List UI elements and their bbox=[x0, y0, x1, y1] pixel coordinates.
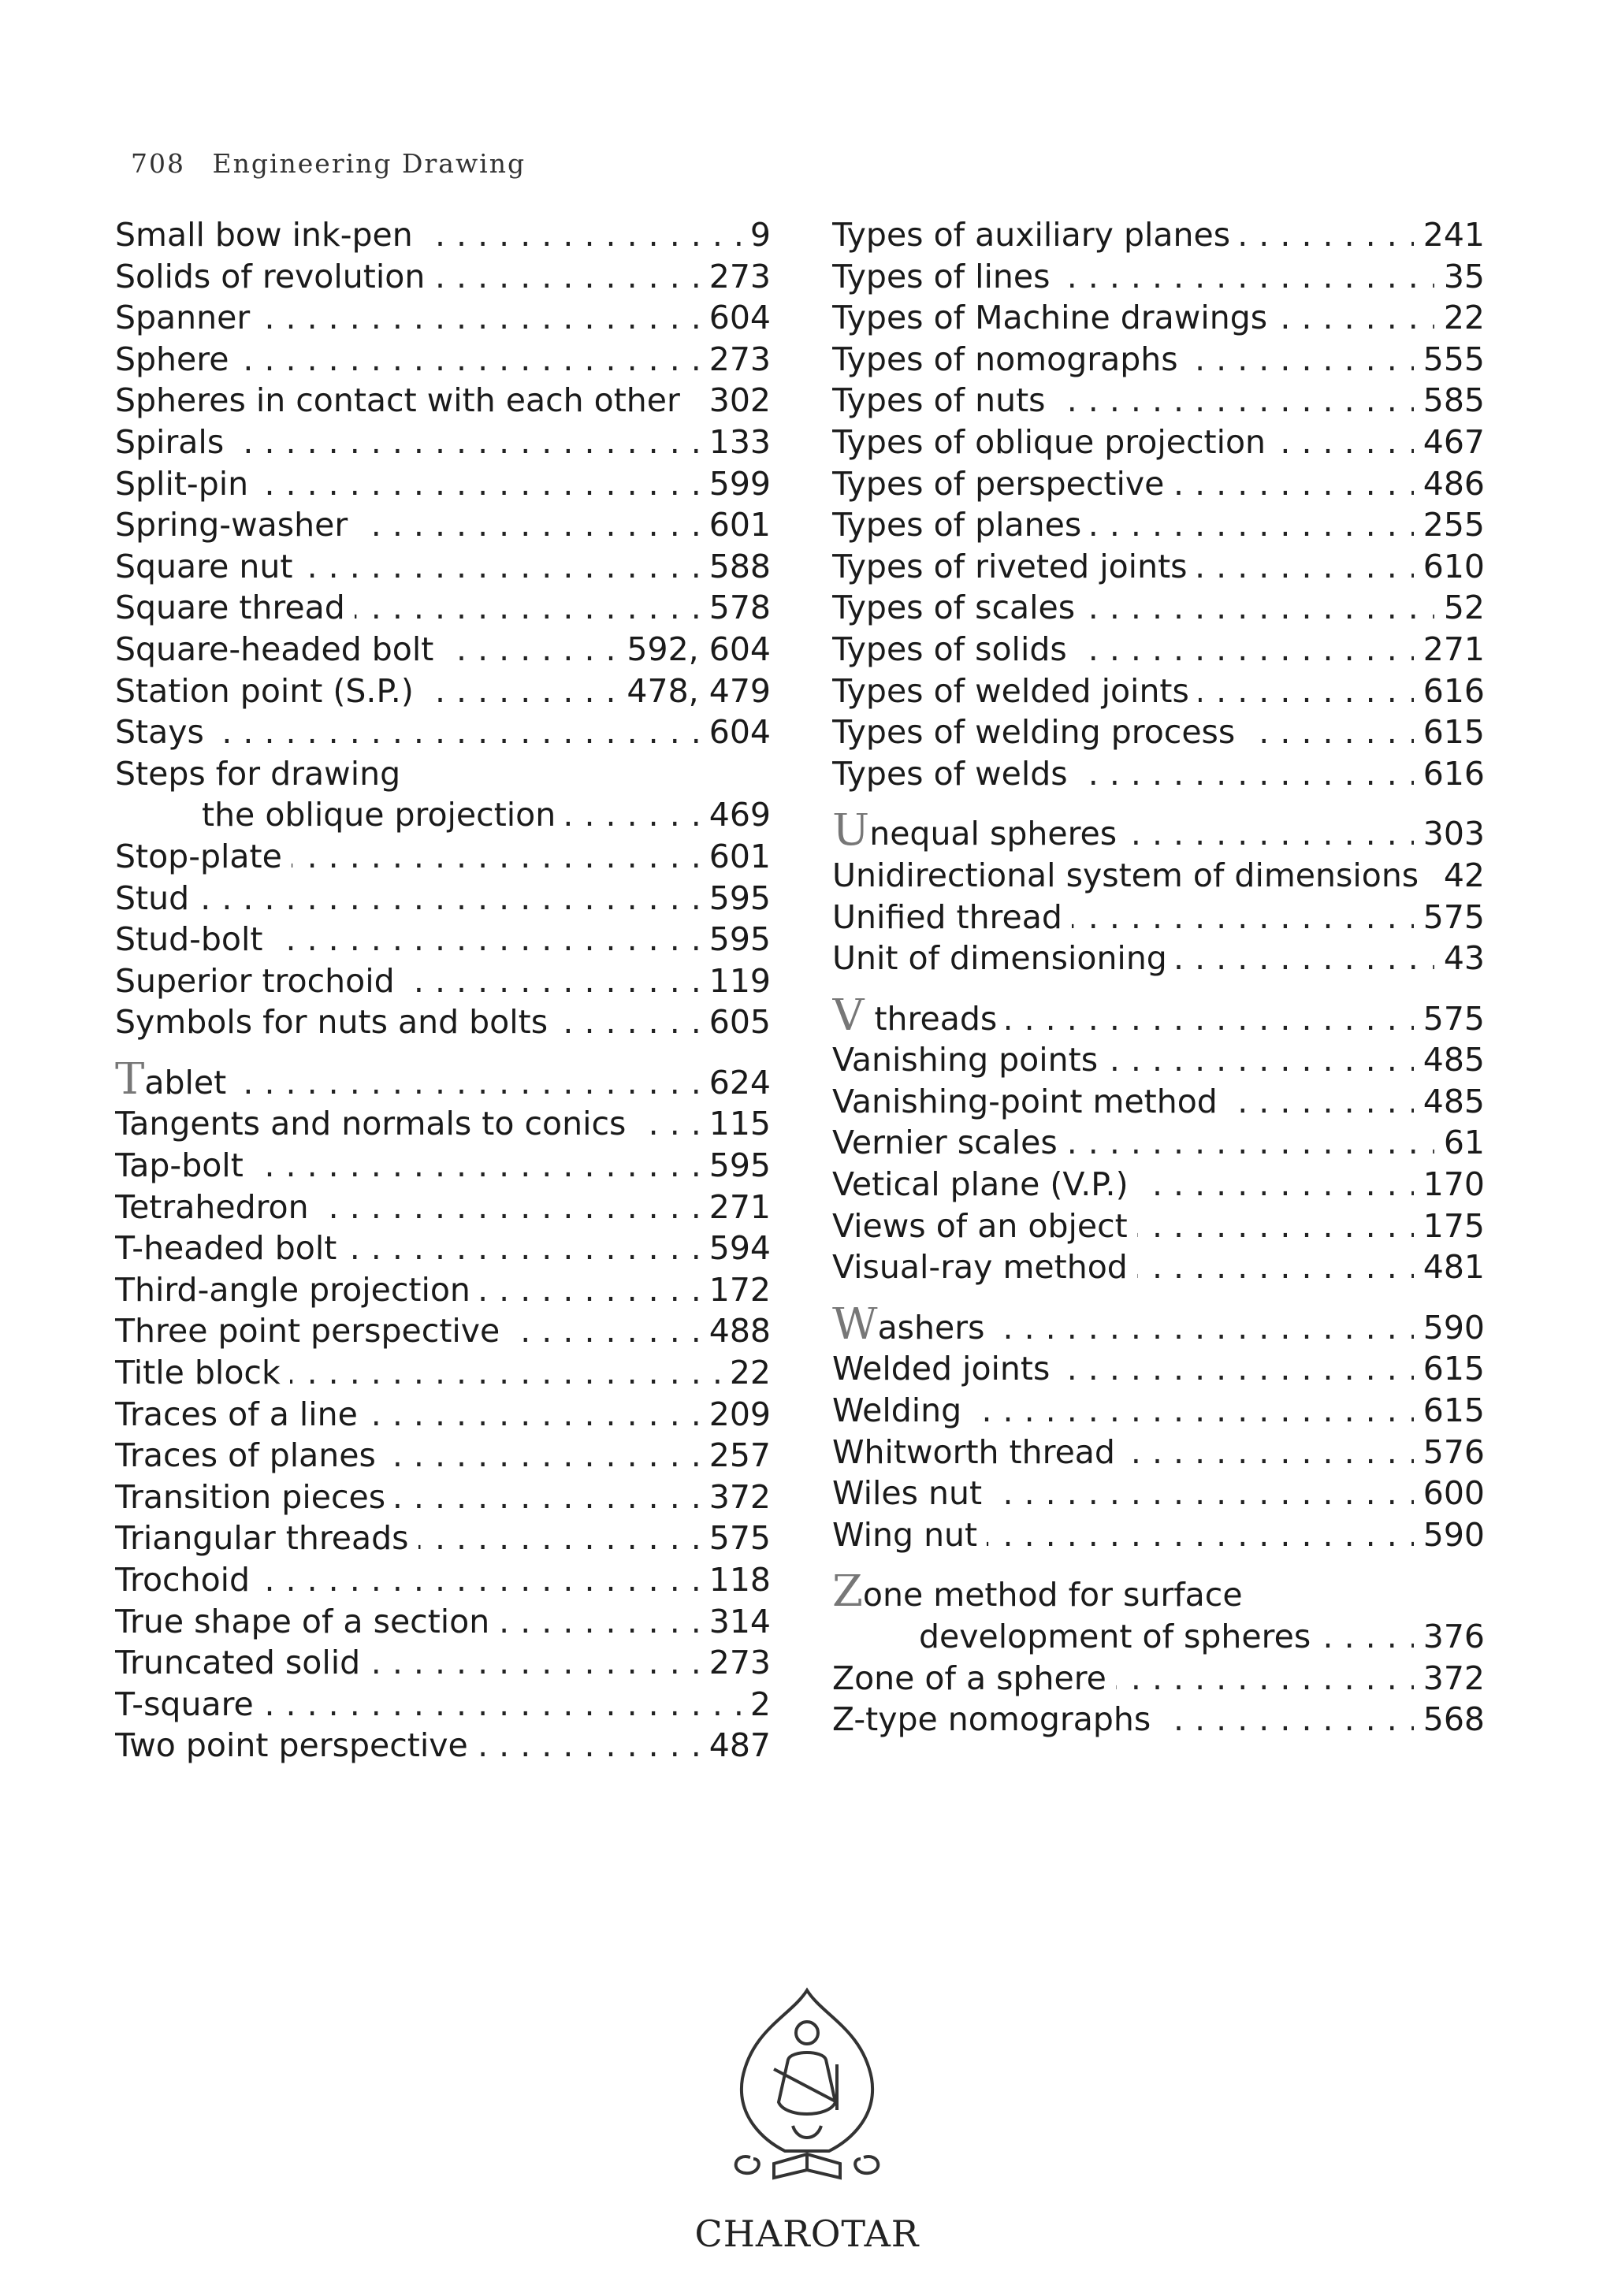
index-term-text: the oblique projection bbox=[202, 796, 556, 834]
index-term-text: Stop-plate bbox=[115, 837, 282, 875]
index-entry bbox=[832, 1081, 1485, 1123]
index-initial-letter: U bbox=[832, 813, 870, 855]
index-entry bbox=[832, 339, 1485, 381]
index-term bbox=[832, 256, 1059, 298]
index-term bbox=[115, 1394, 367, 1436]
index-term bbox=[832, 1307, 994, 1349]
index-page-ref: 590 bbox=[1414, 1514, 1485, 1556]
index-entry bbox=[115, 1477, 771, 1518]
index-entry bbox=[832, 1206, 1485, 1247]
index-initial-letter: W bbox=[832, 1306, 878, 1349]
index-entry bbox=[832, 1246, 1485, 1288]
index-column-left bbox=[115, 214, 771, 1767]
index-entry bbox=[832, 813, 1485, 855]
index-term bbox=[115, 1001, 557, 1043]
index-entry bbox=[832, 998, 1485, 1040]
index-entry bbox=[115, 1062, 771, 1104]
index-page-ref: 487 bbox=[700, 1725, 771, 1767]
index-entry bbox=[115, 1435, 771, 1477]
index-initial-letter: Z bbox=[832, 1574, 863, 1616]
index-entry bbox=[832, 629, 1485, 671]
index-entry bbox=[115, 1394, 771, 1436]
index-entry bbox=[115, 1601, 771, 1643]
index-term bbox=[115, 1103, 635, 1145]
index-term bbox=[115, 1435, 385, 1477]
index-term bbox=[115, 1601, 499, 1643]
index-term bbox=[115, 214, 422, 256]
index-page-ref: 35 bbox=[1434, 256, 1485, 298]
index-term bbox=[115, 960, 404, 1002]
index-page-ref: 61 bbox=[1434, 1122, 1485, 1164]
index-entry bbox=[115, 671, 771, 712]
index-term bbox=[832, 1390, 971, 1432]
index-term bbox=[115, 1228, 346, 1269]
index-entry bbox=[832, 671, 1485, 712]
index-page-ref: 605 bbox=[700, 1001, 771, 1043]
index-page-ref: 601 bbox=[700, 504, 771, 546]
index-entry bbox=[115, 380, 771, 422]
index-term bbox=[115, 1145, 253, 1187]
index-term-text: Title block bbox=[115, 1354, 281, 1392]
index-entry bbox=[115, 919, 771, 960]
index-entry bbox=[832, 1514, 1485, 1556]
index-page-ref: 241 bbox=[1414, 214, 1485, 256]
index-term bbox=[832, 1122, 1067, 1164]
index-term-text: Traces of planes bbox=[115, 1436, 376, 1475]
index-term bbox=[115, 919, 272, 960]
index-page-ref: 575 bbox=[1414, 998, 1485, 1040]
index-page-ref: 376 bbox=[1414, 1616, 1485, 1658]
index-page-ref: 372 bbox=[1414, 1658, 1485, 1700]
index-term-text: Types of scales bbox=[832, 589, 1076, 627]
index-entry bbox=[832, 1432, 1485, 1473]
index-entry bbox=[115, 1725, 771, 1767]
index-page-ref: 118 bbox=[700, 1559, 771, 1601]
index-entry bbox=[832, 1574, 1485, 1616]
index-page-ref: 303 bbox=[1414, 813, 1485, 855]
index-entry bbox=[832, 546, 1485, 588]
index-entry bbox=[115, 1684, 771, 1726]
index-term-text: Stud-bolt bbox=[115, 920, 263, 959]
index-entry bbox=[832, 1039, 1485, 1081]
index-page-ref: 616 bbox=[1414, 753, 1485, 795]
index-page-ref: 209 bbox=[700, 1394, 771, 1436]
index-entry bbox=[832, 1122, 1485, 1164]
index-entry bbox=[832, 1699, 1485, 1741]
index-term-text: Superior trochoid bbox=[115, 961, 395, 1000]
index-page-ref: 604 bbox=[700, 711, 771, 753]
index-page-ref: 42 bbox=[1434, 855, 1485, 897]
index-term bbox=[832, 998, 1006, 1040]
index-term bbox=[115, 1352, 290, 1394]
index-term bbox=[115, 1062, 236, 1104]
index-entry bbox=[115, 546, 771, 588]
index-entry bbox=[115, 1103, 771, 1145]
index-page-ref: 486 bbox=[1414, 463, 1485, 505]
index-term-text: Truncated solid bbox=[115, 1644, 361, 1682]
index-term bbox=[832, 504, 1091, 546]
index-entry bbox=[115, 1559, 771, 1601]
index-page-ref: 273 bbox=[700, 1642, 771, 1684]
index-page-ref: 43 bbox=[1434, 938, 1485, 979]
index-term bbox=[115, 836, 292, 878]
index-term bbox=[832, 1616, 1320, 1658]
index-page-ref: 594 bbox=[700, 1228, 771, 1269]
index-term bbox=[115, 671, 423, 712]
index-entry bbox=[115, 1310, 771, 1352]
index-page-ref: 600 bbox=[1414, 1473, 1485, 1514]
index-term-text: Unidirectional system of dimensions bbox=[832, 856, 1419, 894]
index-term-text: Spring-washer bbox=[115, 506, 348, 544]
index-term-text: Stud bbox=[115, 879, 190, 917]
index-term bbox=[115, 753, 410, 795]
index-page-ref: 115 bbox=[700, 1103, 771, 1145]
index-term bbox=[115, 1725, 478, 1767]
index-term-text: Split-pin bbox=[115, 464, 249, 503]
index-entry bbox=[832, 1307, 1485, 1349]
index-entry bbox=[115, 214, 771, 256]
index-term-text: Square thread bbox=[115, 589, 345, 627]
index-term bbox=[115, 1269, 480, 1311]
index-term bbox=[832, 1514, 987, 1556]
index-term-text: one method for surface bbox=[862, 1576, 1243, 1614]
index-entry bbox=[115, 463, 771, 505]
index-entry bbox=[115, 629, 771, 671]
index-term bbox=[832, 463, 1173, 505]
index-term bbox=[832, 1473, 991, 1514]
index-term-text: Steps for drawing bbox=[115, 754, 401, 793]
index-entry bbox=[115, 711, 771, 753]
index-page-ref: 271 bbox=[1414, 629, 1485, 671]
index-page-ref: 588 bbox=[700, 546, 771, 588]
index-term-text: Types of perspective bbox=[832, 464, 1165, 503]
index-term bbox=[115, 504, 357, 546]
index-term bbox=[832, 1574, 1252, 1616]
index-term-text: Types of auxiliary planes bbox=[832, 216, 1231, 254]
index-term bbox=[115, 1684, 263, 1726]
index-page-ref: 601 bbox=[700, 836, 771, 878]
index-term-text: Square-headed bolt bbox=[115, 630, 434, 668]
index-term bbox=[115, 463, 258, 505]
index-term-text: Types of riveted joints bbox=[832, 547, 1188, 585]
index-term bbox=[115, 878, 199, 920]
index-term-text: Spanner bbox=[115, 299, 251, 337]
index-term-text: Stays bbox=[115, 713, 204, 752]
index-entry bbox=[115, 1518, 771, 1559]
index-term bbox=[832, 1206, 1137, 1247]
index-entry bbox=[115, 878, 771, 920]
index-entry bbox=[832, 1348, 1485, 1390]
index-term bbox=[832, 422, 1275, 463]
index-term-text: Square nut bbox=[115, 547, 293, 585]
index-term-text: Vanishing-point method bbox=[832, 1082, 1218, 1120]
index-term bbox=[832, 587, 1084, 629]
index-entry bbox=[115, 1269, 771, 1311]
index-term-text: T-square bbox=[115, 1685, 254, 1723]
index-entry bbox=[832, 504, 1485, 546]
index-term-text: Tap-bolt bbox=[115, 1146, 244, 1185]
index-entry bbox=[115, 1001, 771, 1043]
index-term-text: Triangular threads bbox=[115, 1519, 409, 1558]
index-term bbox=[832, 1348, 1059, 1390]
index-term-text: Spirals bbox=[115, 422, 225, 461]
index-term bbox=[115, 1477, 395, 1518]
index-entry bbox=[115, 422, 771, 463]
index-page-ref: 575 bbox=[700, 1518, 771, 1559]
index-term-text: nequal spheres bbox=[869, 815, 1118, 853]
index-term-text: Unit of dimensioning bbox=[832, 939, 1167, 978]
index-term bbox=[115, 1187, 318, 1228]
index-entry bbox=[832, 1658, 1485, 1700]
index-term-text: Solids of revolution bbox=[115, 257, 426, 295]
index-term-text: threads bbox=[864, 999, 998, 1038]
index-entry bbox=[832, 463, 1485, 505]
index-entry bbox=[832, 897, 1485, 938]
index-page-ref: 616 bbox=[1414, 671, 1485, 712]
index-page-ref: 592, 604 bbox=[617, 629, 771, 671]
index-term bbox=[832, 1164, 1138, 1206]
index-page-ref: 604 bbox=[700, 297, 771, 339]
index-page-ref: 52 bbox=[1434, 587, 1485, 629]
index-page-ref: 273 bbox=[700, 339, 771, 381]
index-term-text: Two point perspective bbox=[115, 1726, 468, 1765]
index-term-text: Sphere bbox=[115, 340, 229, 378]
index-term-text: Wing nut bbox=[832, 1515, 978, 1554]
index-page-ref: 595 bbox=[700, 919, 771, 960]
index-page-ref: 610 bbox=[1414, 546, 1485, 588]
index-page-ref: 585 bbox=[1414, 380, 1485, 422]
index-term-text: Tetrahedron bbox=[115, 1187, 309, 1226]
index-entry bbox=[832, 256, 1485, 298]
index-page-ref: 599 bbox=[700, 463, 771, 505]
index-entry bbox=[832, 711, 1485, 753]
index-term-text: Types of nomographs bbox=[832, 340, 1178, 378]
index-page-ref: 119 bbox=[700, 960, 771, 1002]
index-page-ref: 478, 479 bbox=[617, 671, 771, 712]
index-page-ref: 555 bbox=[1414, 339, 1485, 381]
index-initial-letter: V bbox=[832, 998, 865, 1040]
index-term-text: Vetical plane (V.P.) bbox=[832, 1165, 1129, 1204]
index-term bbox=[832, 214, 1240, 256]
index-term bbox=[115, 794, 565, 836]
index-entry bbox=[115, 1642, 771, 1684]
index-entry bbox=[115, 1352, 771, 1394]
index-entry bbox=[832, 214, 1485, 256]
index-term-text: ashers bbox=[877, 1308, 985, 1347]
index-term bbox=[115, 380, 690, 422]
index-entry bbox=[832, 587, 1485, 629]
index-term-text: Types of lines bbox=[832, 257, 1051, 295]
index-term-text: ablet bbox=[144, 1063, 227, 1102]
index-term-text: Tangents and normals to conics bbox=[115, 1105, 627, 1143]
index-page-ref: 22 bbox=[720, 1352, 771, 1394]
index-term-text: Visual-ray method bbox=[832, 1248, 1128, 1287]
index-page-ref: 615 bbox=[1414, 1348, 1485, 1390]
index-term bbox=[832, 1432, 1125, 1473]
index-term bbox=[115, 256, 434, 298]
index-page-ref: 485 bbox=[1414, 1081, 1485, 1123]
index-entry bbox=[115, 960, 771, 1002]
index-column-right bbox=[832, 214, 1485, 1741]
index-term bbox=[832, 897, 1072, 938]
index-term bbox=[115, 711, 214, 753]
index-entry bbox=[832, 1390, 1485, 1432]
index-page-ref: 481 bbox=[1414, 1246, 1485, 1288]
index-term-text: Views of an object bbox=[832, 1206, 1128, 1245]
index-term-text: Types of planes bbox=[832, 506, 1082, 544]
running-head bbox=[131, 148, 526, 179]
index-term-text: True shape of a section bbox=[115, 1602, 490, 1640]
index-term bbox=[115, 422, 233, 463]
index-term-text: Types of welded joints bbox=[832, 671, 1189, 710]
index-page-ref: 2 bbox=[741, 1684, 771, 1726]
index-entry bbox=[832, 1473, 1485, 1514]
index-entry bbox=[115, 504, 771, 546]
charotar-emblem-icon bbox=[719, 1984, 895, 2189]
index-term-text: Vernier scales bbox=[832, 1124, 1058, 1162]
index-term bbox=[832, 1081, 1227, 1123]
index-page-ref: 273 bbox=[700, 256, 771, 298]
index-entry bbox=[832, 938, 1485, 979]
index-page-ref: 467 bbox=[1414, 422, 1485, 463]
index-entry bbox=[115, 297, 771, 339]
index-entry bbox=[115, 339, 771, 381]
index-term-text: Types of nuts bbox=[832, 381, 1046, 420]
index-entry bbox=[115, 587, 771, 629]
index-term-text: Spheres in contact with each other bbox=[115, 381, 680, 420]
index-term-text: Welding bbox=[832, 1391, 962, 1430]
index-page-ref: 578 bbox=[700, 587, 771, 629]
index-term bbox=[832, 297, 1277, 339]
index-page-ref: 170 bbox=[1414, 1164, 1485, 1206]
index-term bbox=[115, 546, 302, 588]
index-page-ref: 624 bbox=[700, 1062, 771, 1104]
index-page-ref: 175 bbox=[1414, 1206, 1485, 1247]
index-page-ref: 595 bbox=[700, 1145, 771, 1187]
index-term bbox=[115, 1518, 418, 1559]
index-term-text: Small bow ink-pen bbox=[115, 216, 413, 254]
index-term-text: Whitworth thread bbox=[832, 1432, 1115, 1471]
index-term-text: Types of oblique projection bbox=[832, 422, 1266, 461]
index-initial-letter: T bbox=[115, 1061, 145, 1104]
index-term-text: development of spheres bbox=[919, 1618, 1311, 1655]
index-term-text: Types of welds bbox=[832, 754, 1068, 793]
index-entry bbox=[832, 297, 1485, 339]
index-entry bbox=[115, 794, 771, 836]
index-term-text: Station point (S.P.) bbox=[115, 671, 414, 710]
index-entry bbox=[115, 1145, 771, 1187]
index-term bbox=[832, 671, 1199, 712]
index-entry bbox=[832, 1164, 1485, 1206]
index-page-ref: 9 bbox=[741, 214, 771, 256]
index-page-ref: 485 bbox=[1414, 1039, 1485, 1081]
index-term-text: Three point perspective bbox=[115, 1312, 500, 1350]
index-term bbox=[115, 1310, 509, 1352]
index-entry bbox=[832, 753, 1485, 795]
index-page-ref: 575 bbox=[1414, 897, 1485, 938]
index-term bbox=[115, 339, 238, 381]
index-entry bbox=[115, 836, 771, 878]
index-term-text: Third-angle projection bbox=[115, 1270, 470, 1309]
index-page-ref: 469 bbox=[700, 794, 771, 836]
page-number: 708 bbox=[131, 148, 185, 179]
index-entry bbox=[115, 753, 771, 795]
index-page-ref: 255 bbox=[1414, 504, 1485, 546]
index-page-ref: 568 bbox=[1414, 1699, 1485, 1741]
index-term-text: Welded joints bbox=[832, 1350, 1051, 1388]
index-term bbox=[115, 297, 259, 339]
index-term-text: Symbols for nuts and bolts bbox=[115, 1003, 549, 1042]
index-term bbox=[832, 380, 1055, 422]
index-term-text: Zone of a sphere bbox=[832, 1659, 1106, 1697]
index-term bbox=[832, 1699, 1160, 1741]
index-term bbox=[832, 813, 1126, 855]
index-term bbox=[832, 855, 1428, 897]
index-term-text: T-headed bolt bbox=[115, 1229, 337, 1268]
index-term-text: Z-type nomographs bbox=[832, 1700, 1151, 1739]
index-term bbox=[832, 546, 1197, 588]
index-page-ref: 615 bbox=[1414, 711, 1485, 753]
index-page-ref: 372 bbox=[700, 1477, 771, 1518]
index-term-text: Transition pieces bbox=[115, 1477, 386, 1516]
index-term bbox=[832, 711, 1244, 753]
index-entry bbox=[115, 256, 771, 298]
index-page-ref: 257 bbox=[700, 1435, 771, 1477]
index-term-text: Types of welding process bbox=[832, 713, 1236, 752]
index-page-ref: 615 bbox=[1414, 1390, 1485, 1432]
index-page-ref: 488 bbox=[700, 1310, 771, 1352]
index-entry bbox=[115, 1187, 771, 1228]
index-entry bbox=[832, 1616, 1485, 1658]
index-term bbox=[832, 629, 1077, 671]
index-term-text: Wiles nut bbox=[832, 1474, 983, 1513]
index-entry bbox=[832, 855, 1485, 897]
index-term bbox=[115, 587, 355, 629]
index-page-ref: 590 bbox=[1414, 1307, 1485, 1349]
index-term bbox=[832, 1246, 1137, 1288]
index-term bbox=[115, 1642, 370, 1684]
index-page-ref: 22 bbox=[1434, 297, 1485, 339]
index-term-text: Traces of a line bbox=[115, 1395, 358, 1433]
index-entry bbox=[832, 422, 1485, 463]
index-page-ref: 595 bbox=[700, 878, 771, 920]
index-term bbox=[115, 629, 443, 671]
index-term-text: Vanishing points bbox=[832, 1041, 1099, 1079]
index-term-text: Types of Machine drawings bbox=[832, 299, 1268, 337]
index-page-ref: 302 bbox=[700, 380, 771, 422]
index-term-text: Types of solids bbox=[832, 630, 1067, 668]
index-page-ref: 576 bbox=[1414, 1432, 1485, 1473]
index-entry bbox=[832, 380, 1485, 422]
index-term bbox=[832, 753, 1077, 795]
index-term-text: Trochoid bbox=[115, 1561, 251, 1599]
publisher-name: CHAROTAR bbox=[694, 2212, 920, 2255]
index-term bbox=[832, 1658, 1116, 1700]
index-entry bbox=[115, 1228, 771, 1269]
index-term bbox=[832, 339, 1188, 381]
index-page-ref: 172 bbox=[700, 1269, 771, 1311]
book-title: Engineering Drawing bbox=[212, 148, 526, 179]
index-page-ref: 314 bbox=[700, 1601, 771, 1643]
index-term bbox=[115, 1559, 259, 1601]
index-term bbox=[832, 1039, 1107, 1081]
index-page-ref: 271 bbox=[700, 1187, 771, 1228]
index-term-text: Unified thread bbox=[832, 897, 1062, 936]
index-term bbox=[832, 938, 1177, 979]
index-page-ref: 133 bbox=[700, 422, 771, 463]
